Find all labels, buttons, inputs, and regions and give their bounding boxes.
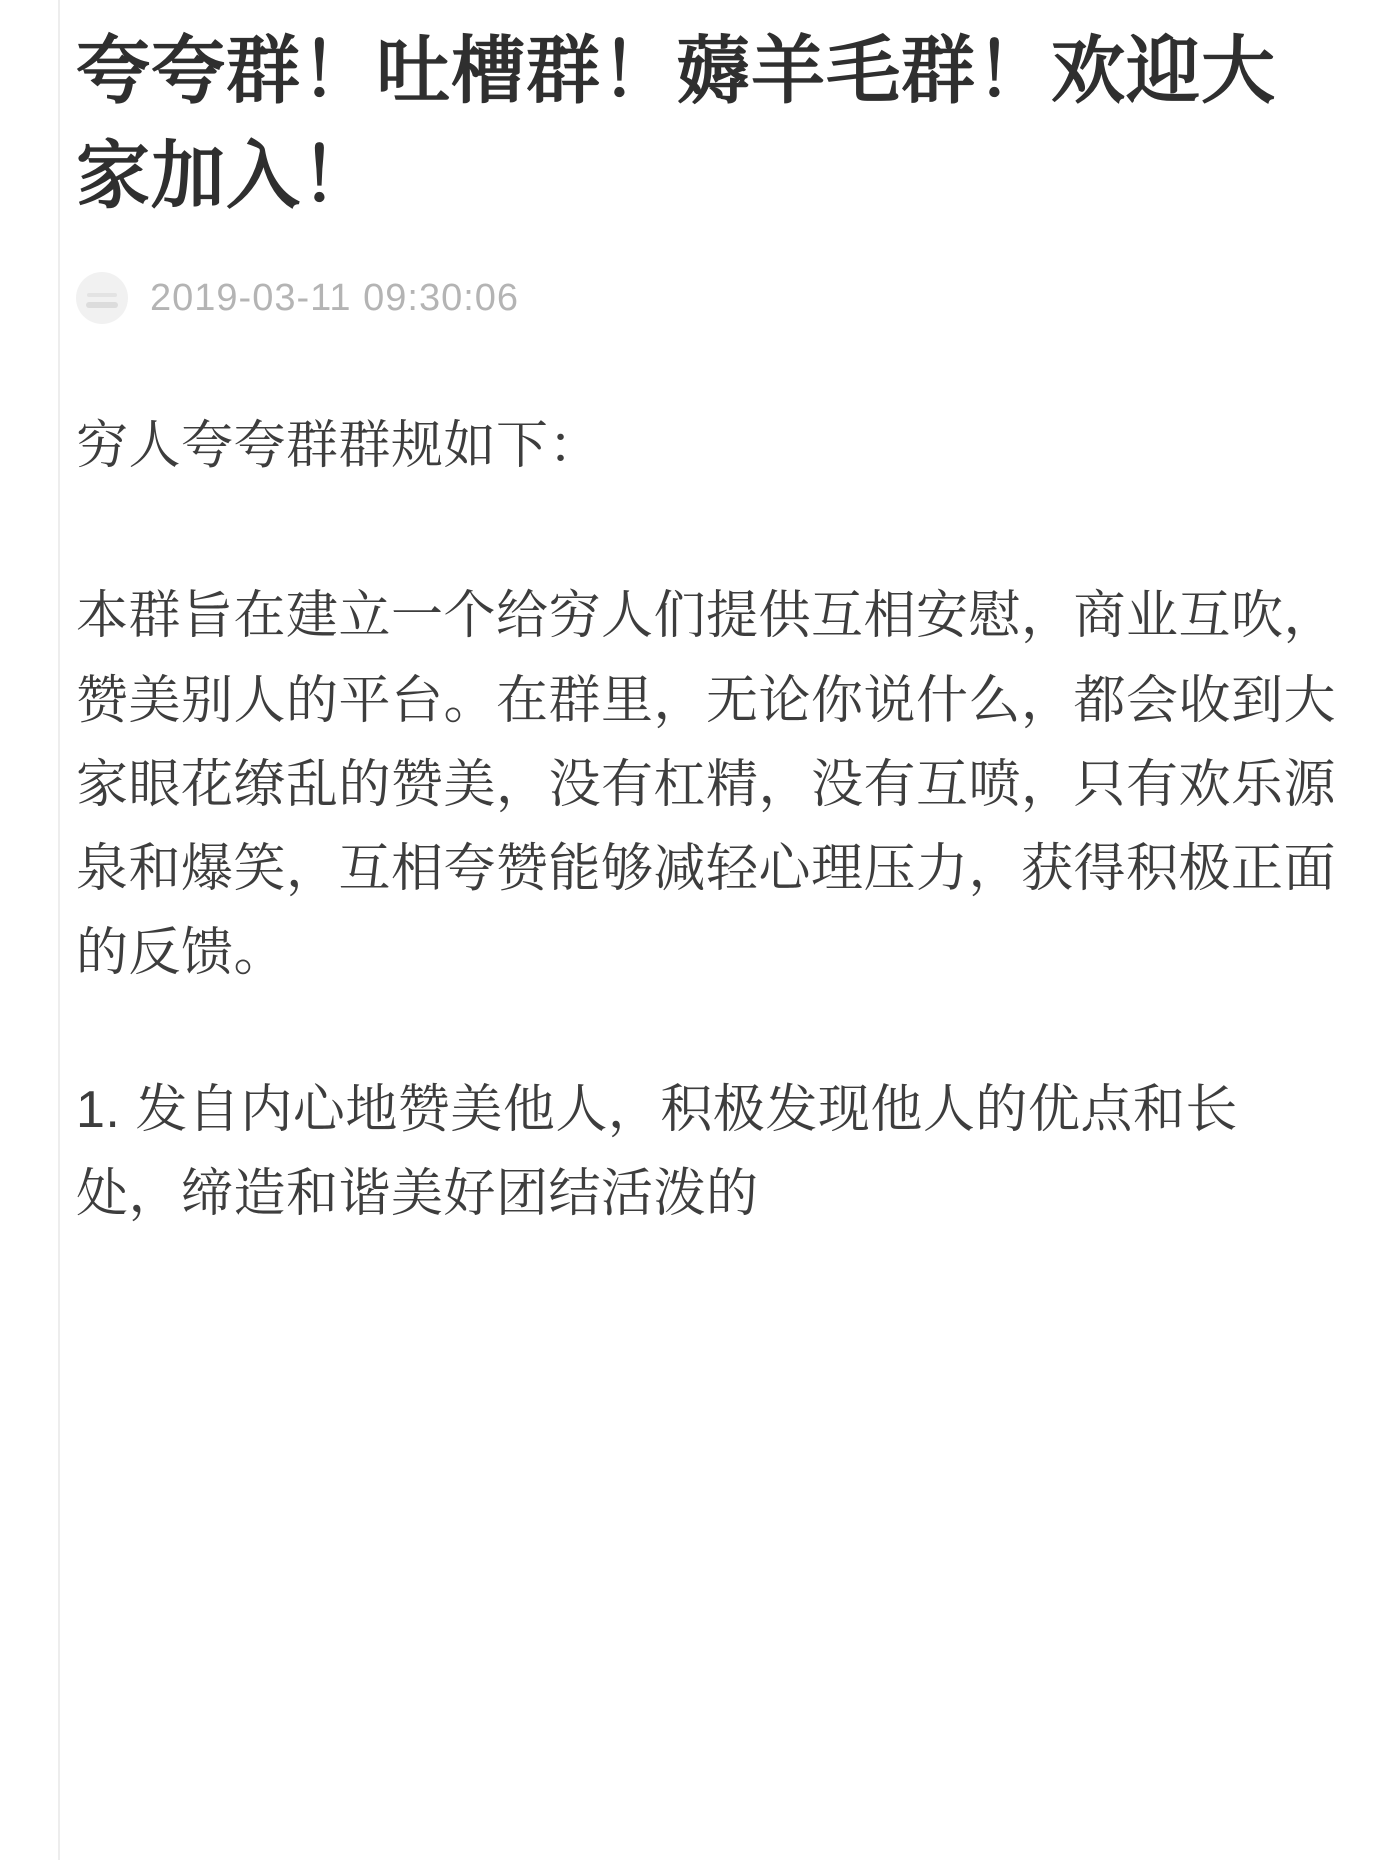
post-meta <box>76 270 1340 326</box>
page-title: 夸夸群！吐槽群！薅羊毛群！欢迎大家加入！ <box>76 29 1276 218</box>
post-paragraph: 1. 发自内心地赞美他人，积极发现他人的优点和长处，缔造和谐美好团结活泼的 <box>76 1080 1238 1223</box>
post-paragraph: 穷人夸夸群群规如下： <box>76 417 602 476</box>
post-paragraph: 本群旨在建立一个给穷人们提供互相安慰，商业互吹，赞美别人的平台。在群里，无论你说什么，都会收到大家眼花缭乱的赞美，没有杠精，没有互喷，只有欢乐源泉和爆笑，互相夸赞能够减轻心理压力，获得积极正面的反馈。 <box>76 587 1337 983</box>
post-timestamp: 2019-03-11 09:30:06 <box>150 276 520 319</box>
post-body <box>76 404 1340 1236</box>
avatar <box>76 272 128 324</box>
